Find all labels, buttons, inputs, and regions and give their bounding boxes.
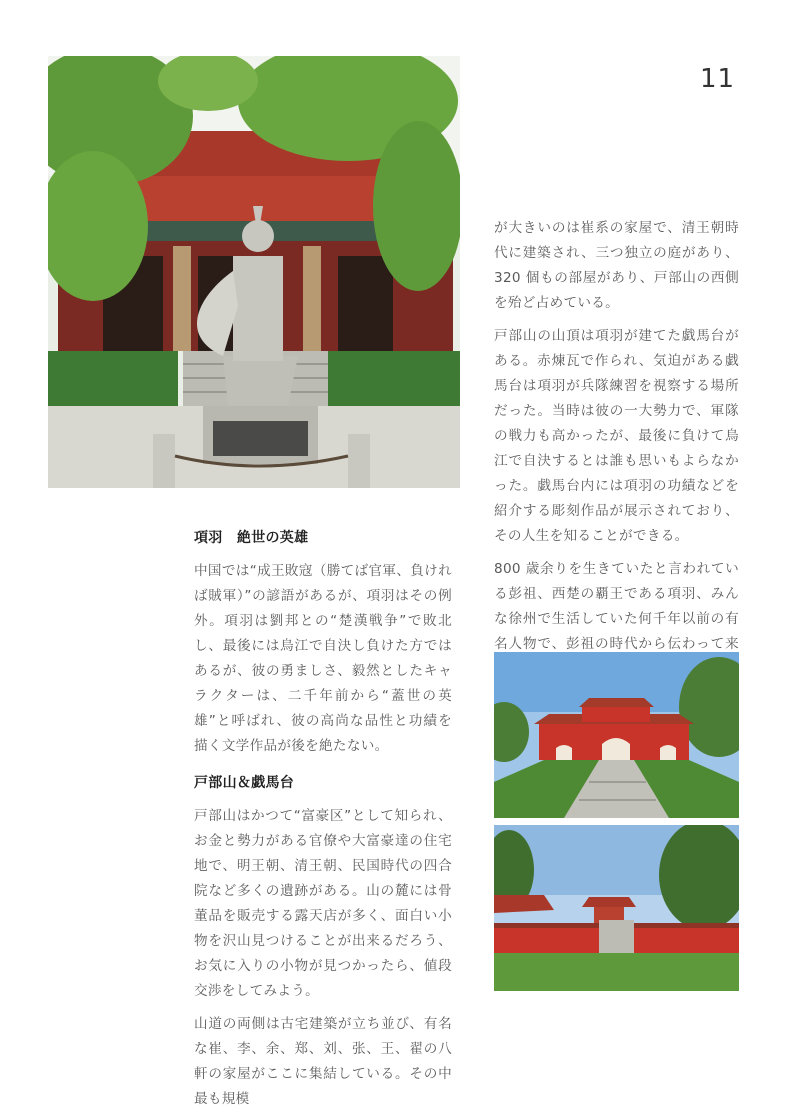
red-gate-stairs-photo <box>494 652 739 818</box>
paragraph-hubu-hill-history: 戸部山はかつて“富豪区”として知られ、お金と勢力がある官僚や大富豪達の住宅地で、明王朝、清王朝、民国時代の四合院など多くの遺跡がある。山の麓には骨董品を販売する露天店が多く、面白い小物を沢山見つけることが出来るだろう、お気に入りの小物が見つかったら、値段交渉をしてみよう。 <box>194 808 452 999</box>
section-heading-hubu-hill: 戸部山＆戯馬台 <box>194 775 295 791</box>
paragraph-ximatai: 戸部山の山頂は項羽が建てた戯馬台がある。赤煉瓦で作られ、気迫がある戯馬台は項羽が兵隊練習を視察する場所だった。当時は彼の一大勢力で、軍隊の戦力も高かったが、最後に負けて烏江で自決するとは誰も思いもよらなかった。戯馬台内には項羽の功績などを紹介する彫刻作品が展示されており、その人生を知ることができる。 <box>494 328 739 544</box>
page-number: 11 <box>700 64 736 94</box>
xiang-yu-statue-photo <box>48 56 460 488</box>
left-column <box>194 526 452 1120</box>
section-heading-xiang-yu: 項羽 絶世の英雄 <box>194 530 309 546</box>
paragraph-xiang-yu-hero: 中国では“成王敗寇（勝てば官軍、負ければ賊軍）”の諺語があるが、項羽はその例外。項羽は劉邦との“楚漢戦争”で敗北し、最後には烏江で自決し負けた方ではあるが、彼の勇ましさ、毅然としたキャラクターは、二千年前から“蓋世の英雄”と呼ばれ、彼の高尚な品性と功績を描く文学作品が後を絶たない。 <box>194 563 452 754</box>
paragraph-xuzhou-culture: 800 歳余りを生きていたと言われている彭祖、西楚の覇王である項羽、みんな徐州で生活していた何千年以前の有名人物で、彭祖の時代から伝わって来 <box>494 561 739 652</box>
red-wall-pavilion-photo <box>494 825 739 991</box>
paragraph-old-houses: 山道の両側は古宅建築が立ち並び、有名な崔、李、余、郑、刘、张、王、翟の八軒の家屋がここに集結している。その中最も規模 <box>194 1016 452 1107</box>
paragraph-cui-family-house: が大きいのは崔系の家屋で、清王朝時代に建築され、三つ独立の庭があり、320 個もの部屋があり、戸部山の西側を殆ど占めている。 <box>494 220 739 311</box>
